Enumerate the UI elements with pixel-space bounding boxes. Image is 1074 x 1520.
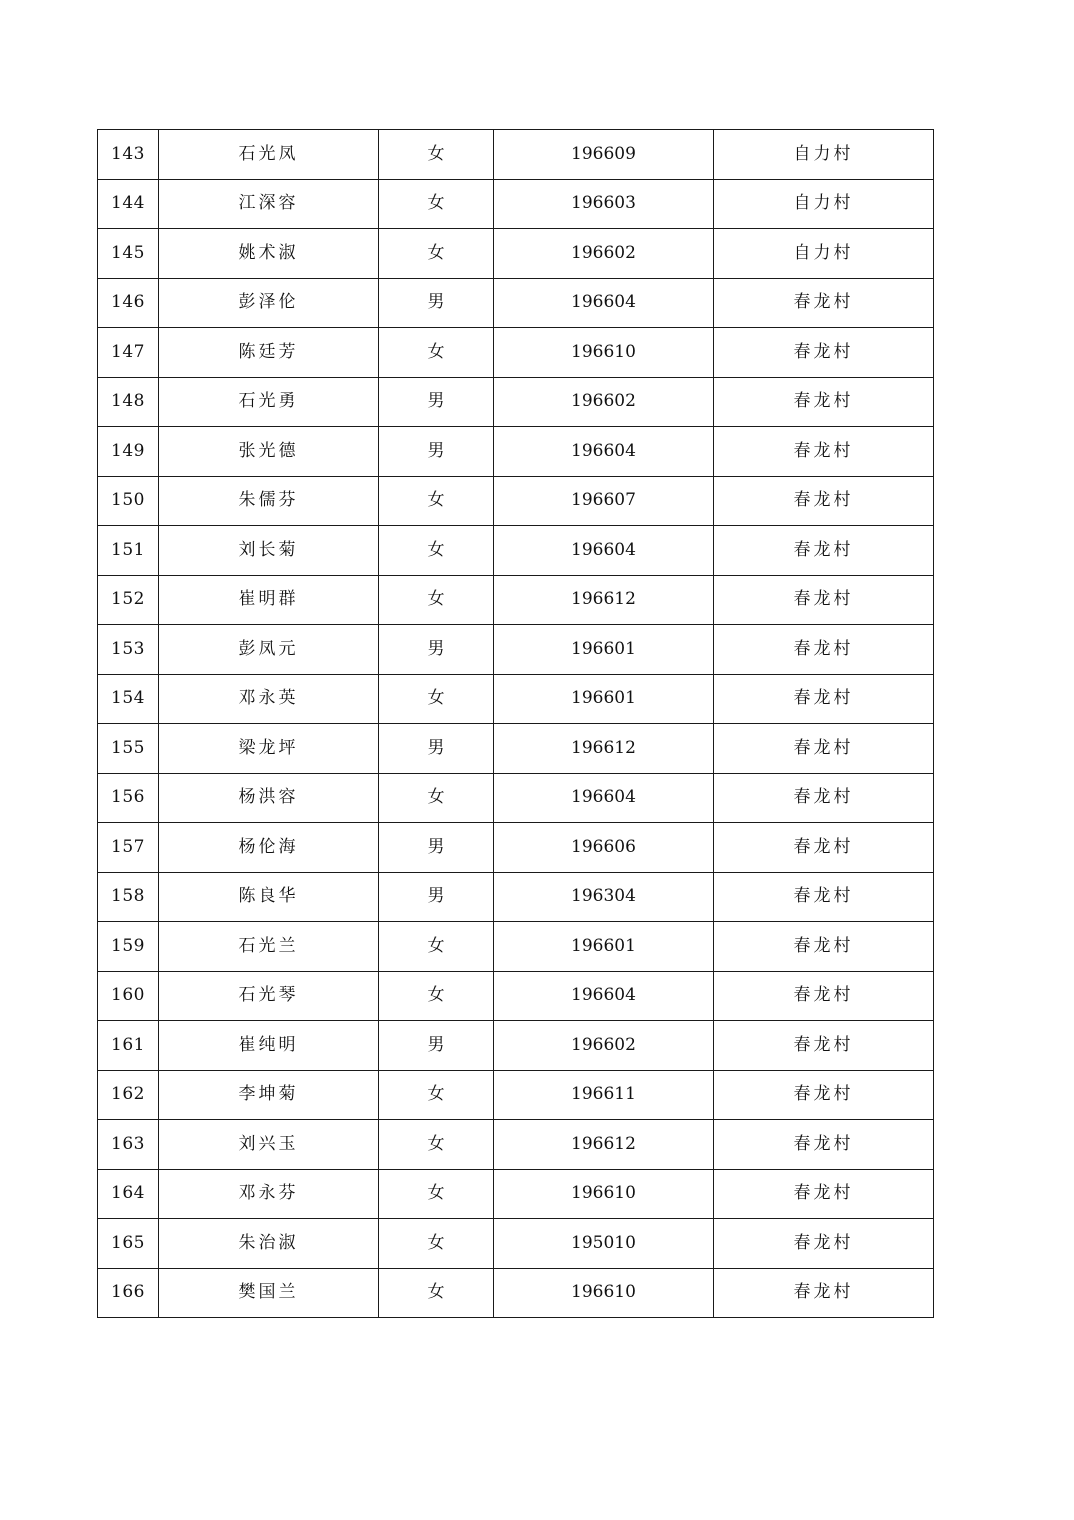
table-row [98, 1120, 934, 1170]
sex-cell: 女 [379, 1219, 494, 1269]
sex-cell: 女 [379, 229, 494, 279]
village-cell: 春龙村 [714, 427, 934, 477]
row-number-cell: 160 [98, 971, 159, 1021]
table-row [98, 229, 934, 279]
name-cell: 石光琴 [159, 971, 379, 1021]
name-cell: 朱治淑 [159, 1219, 379, 1269]
table-row [98, 1070, 934, 1120]
birth-date-cell: 196602 [494, 1021, 714, 1071]
birth-date-cell: 196601 [494, 922, 714, 972]
village-cell: 春龙村 [714, 328, 934, 378]
table-row [98, 674, 934, 724]
roster-table-body [98, 130, 934, 1318]
sex-cell: 女 [379, 1070, 494, 1120]
name-cell: 邓永英 [159, 674, 379, 724]
table-row [98, 427, 934, 477]
name-cell: 朱儒芬 [159, 476, 379, 526]
name-cell: 张光德 [159, 427, 379, 477]
name-cell: 邓永芬 [159, 1169, 379, 1219]
name-cell: 杨伦海 [159, 823, 379, 873]
village-cell: 春龙村 [714, 674, 934, 724]
village-cell: 春龙村 [714, 377, 934, 427]
village-cell: 春龙村 [714, 1169, 934, 1219]
name-cell: 杨洪容 [159, 773, 379, 823]
birth-date-cell: 196612 [494, 1120, 714, 1170]
sex-cell: 女 [379, 328, 494, 378]
birth-date-cell: 196610 [494, 1169, 714, 1219]
row-number-cell: 158 [98, 872, 159, 922]
sex-cell: 男 [379, 823, 494, 873]
name-cell: 石光兰 [159, 922, 379, 972]
birth-date-cell: 196602 [494, 229, 714, 279]
row-number-cell: 166 [98, 1268, 159, 1318]
sex-cell: 女 [379, 922, 494, 972]
village-cell: 春龙村 [714, 773, 934, 823]
row-number-cell: 164 [98, 1169, 159, 1219]
name-cell: 崔明群 [159, 575, 379, 625]
name-cell: 石光勇 [159, 377, 379, 427]
row-number-cell: 144 [98, 179, 159, 229]
row-number-cell: 159 [98, 922, 159, 972]
name-cell: 江深容 [159, 179, 379, 229]
table-row [98, 724, 934, 774]
name-cell: 梁龙坪 [159, 724, 379, 774]
village-cell: 春龙村 [714, 724, 934, 774]
table-row [98, 1219, 934, 1269]
birth-date-cell: 196612 [494, 575, 714, 625]
sex-cell: 女 [379, 179, 494, 229]
name-cell: 石光凤 [159, 130, 379, 180]
table-row [98, 971, 934, 1021]
table-row [98, 872, 934, 922]
row-number-cell: 145 [98, 229, 159, 279]
sex-cell: 男 [379, 625, 494, 675]
sex-cell: 男 [379, 1021, 494, 1071]
birth-date-cell: 196604 [494, 773, 714, 823]
birth-date-cell: 196602 [494, 377, 714, 427]
row-number-cell: 165 [98, 1219, 159, 1269]
village-cell: 春龙村 [714, 476, 934, 526]
sex-cell: 女 [379, 575, 494, 625]
row-number-cell: 151 [98, 526, 159, 576]
name-cell: 姚术淑 [159, 229, 379, 279]
row-number-cell: 147 [98, 328, 159, 378]
birth-date-cell: 196612 [494, 724, 714, 774]
table-row [98, 773, 934, 823]
birth-date-cell: 196604 [494, 526, 714, 576]
sex-cell: 男 [379, 427, 494, 477]
table-row [98, 278, 934, 328]
sex-cell: 男 [379, 377, 494, 427]
birth-date-cell: 196603 [494, 179, 714, 229]
table-row [98, 377, 934, 427]
birth-date-cell: 196606 [494, 823, 714, 873]
row-number-cell: 163 [98, 1120, 159, 1170]
name-cell: 刘兴玉 [159, 1120, 379, 1170]
name-cell: 陈良华 [159, 872, 379, 922]
sex-cell: 男 [379, 278, 494, 328]
birth-date-cell: 195010 [494, 1219, 714, 1269]
row-number-cell: 155 [98, 724, 159, 774]
sex-cell: 女 [379, 526, 494, 576]
row-number-cell: 150 [98, 476, 159, 526]
table-row [98, 328, 934, 378]
row-number-cell: 146 [98, 278, 159, 328]
row-number-cell: 152 [98, 575, 159, 625]
birth-date-cell: 196610 [494, 1268, 714, 1318]
table-row [98, 526, 934, 576]
birth-date-cell: 196604 [494, 278, 714, 328]
village-cell: 自力村 [714, 229, 934, 279]
village-cell: 春龙村 [714, 625, 934, 675]
village-cell: 自力村 [714, 130, 934, 180]
name-cell: 李坤菊 [159, 1070, 379, 1120]
row-number-cell: 162 [98, 1070, 159, 1120]
birth-date-cell: 196611 [494, 1070, 714, 1120]
village-cell: 春龙村 [714, 823, 934, 873]
table-row [98, 625, 934, 675]
sex-cell: 女 [379, 1268, 494, 1318]
birth-date-cell: 196601 [494, 674, 714, 724]
row-number-cell: 149 [98, 427, 159, 477]
birth-date-cell: 196604 [494, 971, 714, 1021]
table-row [98, 1021, 934, 1071]
table-row [98, 1169, 934, 1219]
name-cell: 彭泽伦 [159, 278, 379, 328]
name-cell: 樊国兰 [159, 1268, 379, 1318]
table-row [98, 1268, 934, 1318]
sex-cell: 女 [379, 476, 494, 526]
birth-date-cell: 196304 [494, 872, 714, 922]
sex-cell: 女 [379, 130, 494, 180]
village-cell: 春龙村 [714, 1120, 934, 1170]
table-row [98, 823, 934, 873]
village-cell: 春龙村 [714, 1268, 934, 1318]
village-cell: 春龙村 [714, 971, 934, 1021]
row-number-cell: 143 [98, 130, 159, 180]
sex-cell: 女 [379, 773, 494, 823]
birth-date-cell: 196610 [494, 328, 714, 378]
sex-cell: 女 [379, 1120, 494, 1170]
table-row [98, 476, 934, 526]
village-cell: 春龙村 [714, 1021, 934, 1071]
village-cell: 春龙村 [714, 278, 934, 328]
table-row [98, 922, 934, 972]
birth-date-cell: 196604 [494, 427, 714, 477]
village-cell: 春龙村 [714, 872, 934, 922]
roster-table [97, 129, 934, 1318]
row-number-cell: 148 [98, 377, 159, 427]
sex-cell: 男 [379, 872, 494, 922]
village-cell: 春龙村 [714, 1070, 934, 1120]
table-row [98, 130, 934, 180]
name-cell: 刘长菊 [159, 526, 379, 576]
village-cell: 自力村 [714, 179, 934, 229]
row-number-cell: 161 [98, 1021, 159, 1071]
sex-cell: 男 [379, 724, 494, 774]
village-cell: 春龙村 [714, 526, 934, 576]
name-cell: 崔纯明 [159, 1021, 379, 1071]
birth-date-cell: 196607 [494, 476, 714, 526]
row-number-cell: 154 [98, 674, 159, 724]
sex-cell: 女 [379, 1169, 494, 1219]
village-cell: 春龙村 [714, 575, 934, 625]
table-row [98, 575, 934, 625]
birth-date-cell: 196609 [494, 130, 714, 180]
name-cell: 陈廷芳 [159, 328, 379, 378]
row-number-cell: 153 [98, 625, 159, 675]
village-cell: 春龙村 [714, 1219, 934, 1269]
village-cell: 春龙村 [714, 922, 934, 972]
row-number-cell: 157 [98, 823, 159, 873]
birth-date-cell: 196601 [494, 625, 714, 675]
name-cell: 彭凤元 [159, 625, 379, 675]
row-number-cell: 156 [98, 773, 159, 823]
table-row [98, 179, 934, 229]
sex-cell: 女 [379, 971, 494, 1021]
sex-cell: 女 [379, 674, 494, 724]
